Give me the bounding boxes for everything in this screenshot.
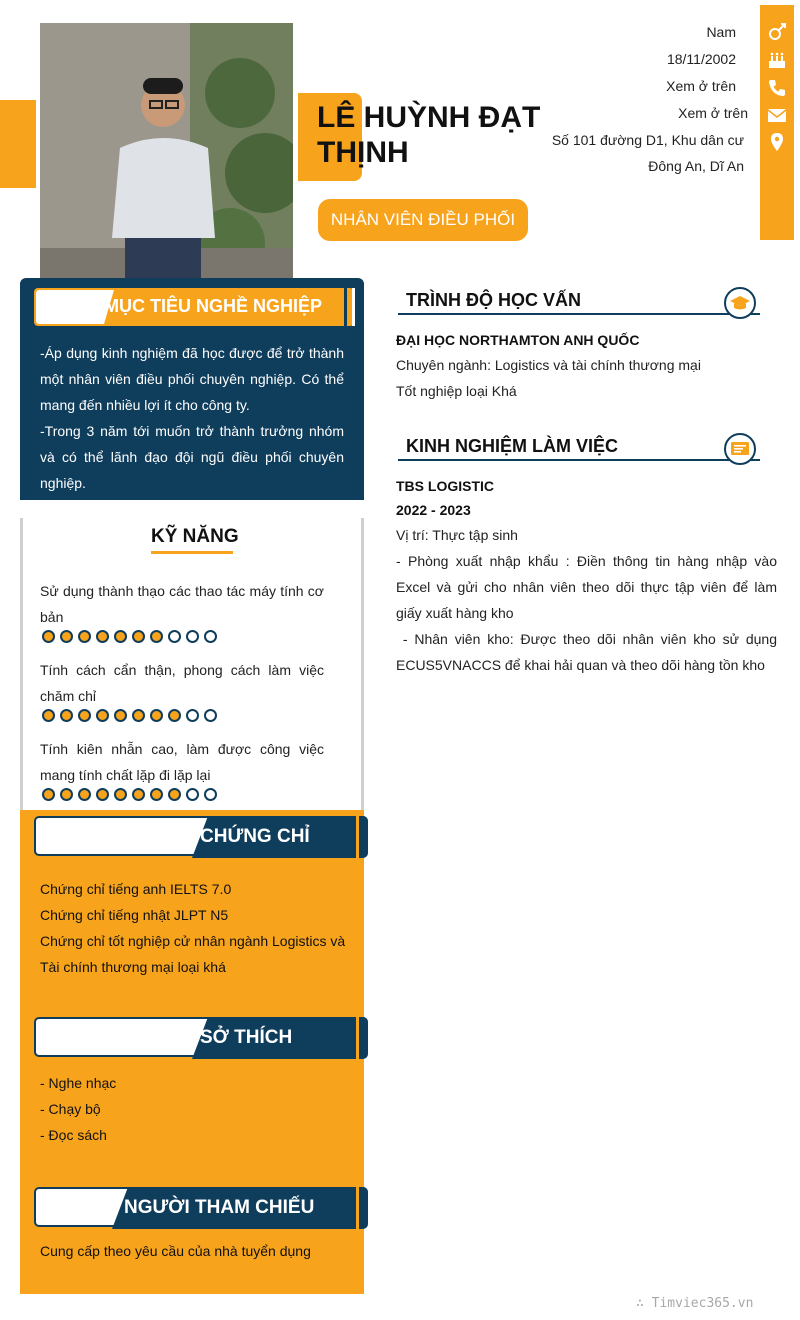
rating-dot-filled [96,788,109,801]
education-major: Chuyên ngành: Logistics và tài chính thương mại [396,357,701,373]
rating-dot-filled [60,630,73,643]
objective-text-2: -Trong 3 năm tới muốn trở thành trưởng nhóm và có thể lãnh đạo đội ngũ điều phối chuyên nghiệp. [40,423,344,491]
references-heading-bar [34,1187,370,1229]
objective-text-1: -Áp dụng kinh nghiệm đã học được để trở thành một nhân viên điều phối chuyên nghiệp. Có thể mang đến nhiều lợi ít cho công ty. [40,345,344,413]
rating-dot-filled [132,788,145,801]
watermark: ∴ Timviec365.vn [636,1296,754,1311]
certificate-icon [724,433,756,465]
rating-dot-filled [42,630,55,643]
rating-dot-filled [150,709,163,722]
rating-dot-filled [42,709,55,722]
experience-title-rule [398,459,760,461]
hobby-item: - Đọc sách [40,1127,107,1143]
certificate-item: Chứng chỉ tiếng nhật JLPT N5 [40,907,229,923]
rating-dot-filled [96,709,109,722]
job-title-badge: NHÂN VIÊN ĐIỀU PHỐI [318,199,528,241]
contact-icon-bar [760,5,794,240]
rating-dot-empty [204,709,217,722]
certificates-title: CHỨNG CHỈ [200,826,310,847]
skill-name: Sử dụng thành thạo các thao tác máy tính cơ bản [40,583,324,625]
rating-dot-empty [186,709,199,722]
candidate-name: LÊ HUỲNH ĐẠT THỊNH [317,101,541,169]
rating-dot-filled [78,788,91,801]
profile-photo [40,23,293,278]
hobbies-title: SỞ THÍCH [200,1027,293,1048]
rating-dot-filled [132,630,145,643]
skill-rating-dots [42,709,217,722]
skills-title-underline [151,551,233,554]
certificate-item: Chứng chỉ tốt nghiệp cử nhân ngành Logistics và Tài chính thương mại loại khá [40,933,346,975]
rating-dot-filled [60,788,73,801]
experience-duty: - Phòng xuất nhập khẩu : Điền thông tin hàng nhập vào Excel và gửi cho nhân viên theo dõi thực tập viên để làm giấy xuất hàng kho [396,553,777,621]
phone-icon [766,77,788,99]
rating-dot-filled [150,788,163,801]
rating-dot-empty [186,788,199,801]
rating-dot-empty [204,630,217,643]
education-title-rule [398,313,760,315]
hobby-item: - Chạy bộ [40,1101,101,1117]
address-line-2: Đông An, Dĩ An [648,158,744,174]
address-line-1: Số 101 đường D1, Khu dân cư [551,132,744,148]
birthday-value: 18/11/2002 [666,51,736,67]
skill-name: Tính cách cẩn thận, phong cách làm việc chăm chỉ [40,662,324,704]
references-title: NGƯỜI THAM CHIẾU [124,1197,315,1218]
rating-dot-filled [42,788,55,801]
rating-dot-empty [204,788,217,801]
gender-icon [766,21,788,43]
experience-company: TBS LOGISTIC [396,478,494,494]
skill-rating-dots [42,788,217,801]
experience-position: Vị trí: Thực tập sinh [396,527,518,543]
references-text: Cung cấp theo yêu cầu của nhà tuyển dụng [40,1243,311,1259]
rating-dot-filled [132,709,145,722]
graduation-cap-icon [724,287,756,319]
rating-dot-filled [150,630,163,643]
experience-title: KINH NGHIỆM LÀM VIỆC [406,436,619,456]
education-grade: Tốt nghiệp loại Khá [396,383,517,399]
skills-title: KỸ NĂNG [151,526,239,547]
gender-value: Nam [706,24,736,40]
skill-rating-dots [42,630,217,643]
email-value: Xem ở trên [678,105,748,121]
skill-name: Tính kiên nhẫn cao, làm được công việc mang tính chất lặp đi lặp lại [40,741,324,783]
rating-dot-filled [168,788,181,801]
rating-dot-filled [114,788,127,801]
rating-dot-filled [114,709,127,722]
objective-title: MỤC TIÊU NGHỀ NGHIỆP [104,296,323,316]
rating-dot-filled [96,630,109,643]
experience-period: 2022 - 2023 [396,502,471,518]
rating-dot-empty [186,630,199,643]
education-title: TRÌNH ĐỘ HỌC VẤN [406,290,581,310]
experience-duty: - Nhân viên kho: Được theo dõi nhân viên kho sử dụng ECUS5VNACCS để khai hải quan và theo dõi hàng tồn kho [396,631,781,673]
certificate-item: Chứng chỉ tiếng anh IELTS 7.0 [40,881,232,897]
location-pin-icon [766,131,788,153]
rating-dot-filled [114,630,127,643]
hobbies-heading-bar [34,1017,370,1059]
email-icon [766,104,788,126]
rating-dot-filled [78,709,91,722]
certificates-heading-bar [34,816,370,858]
rating-dot-filled [78,630,91,643]
rating-dot-filled [168,709,181,722]
left-accent-block [0,100,36,188]
rating-dot-filled [60,709,73,722]
education-school: ĐẠI HỌC NORTHAMTON ANH QUỐC [396,332,640,348]
rating-dot-empty [168,630,181,643]
phone-value: Xem ở trên [666,78,736,94]
birthday-cake-icon [766,49,788,71]
hobby-item: - Nghe nhạc [40,1075,117,1091]
